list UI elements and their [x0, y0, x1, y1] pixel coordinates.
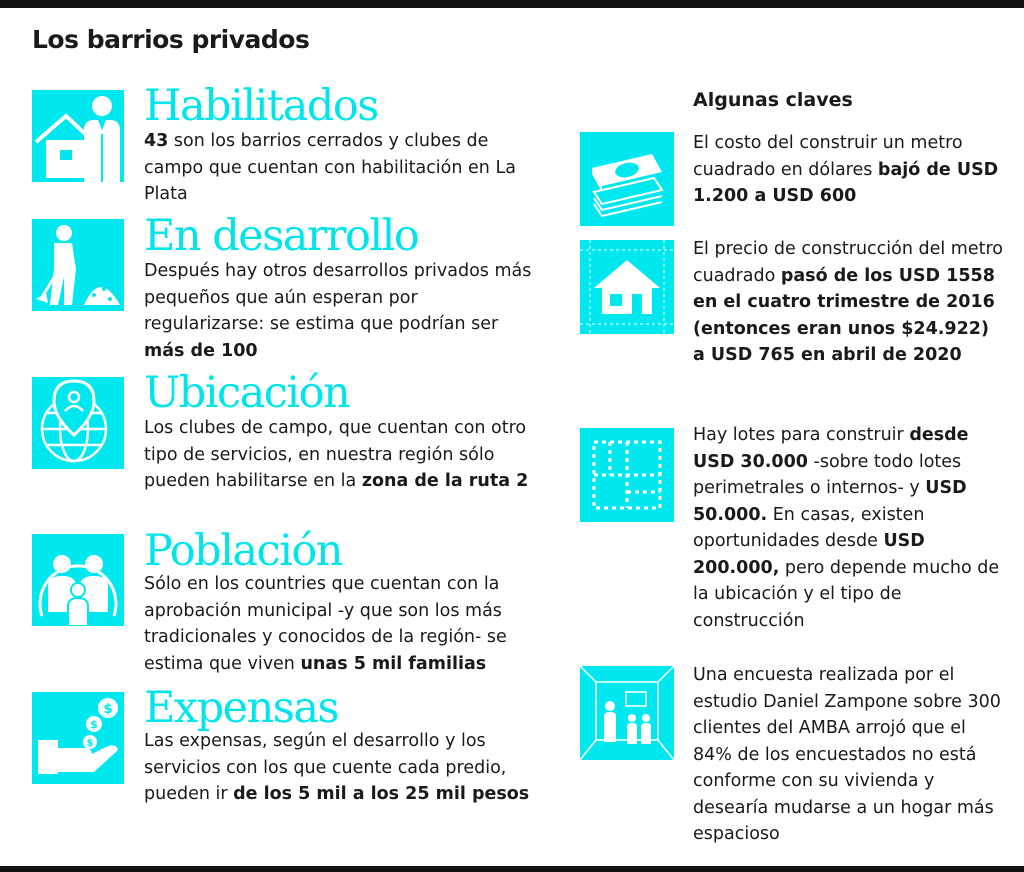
svg-text:$: $ [90, 718, 98, 731]
heading-en-desarrollo: En desarrollo [144, 211, 419, 261]
house-blueprint-icon [580, 240, 674, 334]
text-plain: -sobre todo lotes perimetrales o internos- y [693, 451, 962, 498]
bottom-rule [0, 866, 1024, 872]
clave-encuesta [693, 662, 1003, 848]
svg-text:$: $ [86, 738, 94, 749]
text-habilitados [144, 128, 539, 208]
text-expensas [144, 728, 539, 808]
text-en-desarrollo [144, 258, 539, 364]
text-bold: desde USD 30.000 [693, 425, 969, 472]
text-bold: de los 5 mil a los 25 mil pesos [233, 784, 530, 804]
text-bold: más de 100 [144, 340, 258, 361]
text-plain: Después hay otros desarrollos privados más pequeños que aún esperan por regularizarse: se estima que podrían ser [144, 261, 532, 334]
text-plain: Sólo en los countries que cuentan con la aprobación municipal -y que son los más tradicionales y conocidos de la región- se estima que viven [144, 574, 507, 674]
svg-text:$: $ [103, 702, 113, 717]
text-plain: El costo del construir un metro cuadrado en dólares [693, 133, 963, 180]
page-title: Los barrios privados [32, 25, 310, 54]
globe-location-icon [32, 377, 124, 469]
clave-lotes [693, 422, 1003, 634]
text-plain: Los clubes de campo, que cuentan con otro tipo de servicios, en nuestra región sólo pueden habilitarse en la [144, 418, 527, 491]
text-bold: bajó de USD 1.200 a USD 600 [693, 159, 999, 206]
worker-shovel-icon [32, 219, 124, 311]
text-plain: son los barrios cerrados y clubes de campo que cuentan con habilitación en La Plata [144, 131, 516, 204]
text-bold: pasó de los USD 1558 en el cuatro trimestre de 2016 (entonces eran unos $24.922) a USD 765 en abril de 2020 [693, 265, 995, 365]
text-plain: El precio de construcción del metro cuadrado [693, 239, 1004, 286]
family-icon [32, 534, 124, 626]
text-poblacion [144, 571, 539, 677]
hand-coins-icon [32, 692, 124, 784]
text-bold: 43 [144, 131, 169, 151]
text-plain: Una encuesta realizada por el estudio Daniel Zampone sobre 300 clientes del AMBA arrojó que el 84% de los encuestados no está conforme con su vivienda y desearía mudarse a un hogar más espacioso [693, 665, 1001, 844]
money-stack-icon [580, 132, 674, 226]
text-bold: USD 50.000. [693, 478, 967, 525]
text-bold: USD 200.000, [693, 531, 925, 578]
house-agent-icon [32, 90, 124, 182]
text-plain: Las expensas, según el desarrollo y los servicios con los que cuente cada predio, pueden ir [144, 731, 507, 804]
clave-precio [693, 236, 1003, 369]
heading-habilitados: Habilitados [144, 81, 378, 131]
lots-grid-icon [580, 428, 674, 522]
people-room-icon [580, 666, 674, 760]
text-bold: zona de la ruta 2 [361, 471, 529, 491]
heading-expensas: Expensas [144, 683, 339, 733]
top-rule [0, 0, 1024, 8]
text-plain: En casas, existen oportunidades desde [693, 504, 925, 551]
text-plain: pero depende mucho de la ubicación y el tipo de construcción [693, 557, 1000, 631]
text-plain: Hay lotes para construir [693, 425, 910, 445]
clave-costo [693, 130, 1003, 210]
heading-poblacion: Población [144, 526, 342, 576]
text-ubicacion [144, 415, 539, 495]
subheading-algunas-claves: Algunas claves [693, 89, 853, 111]
heading-ubicacion: Ubicación [144, 368, 350, 418]
text-bold: unas 5 mil familias [300, 653, 487, 674]
